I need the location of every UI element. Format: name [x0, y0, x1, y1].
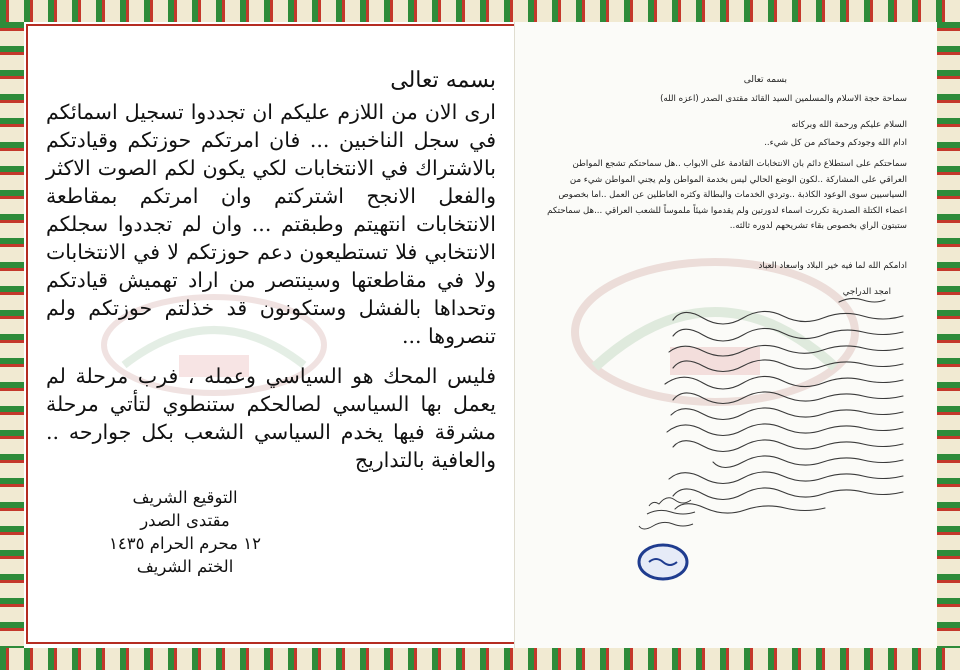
signature-name: مقتدى الصدر — [140, 511, 230, 530]
letter-recipient: سماحة حجة الاسلام والمسلمين السيد القائد مقتدى الصدر (اعزه الله) — [660, 94, 907, 104]
transcription-panel — [44, 40, 502, 640]
decorative-border-top — [0, 0, 960, 22]
typed-paragraph-1: ارى الان من اللازم عليكم ان تجددوا تسجيل اسمائكم في سجل الناخبين ... فان امرتكم حوزتكم وقيادتكم بالاشتراك في الانتخابات لكي يكون لكم الصوت الاكثر والفعل الانجح اشتركتم وان امرتكم بمقاطعة الانتخابات انتهيتم وطبقتم ... وان لم تجددوا سجلكم الانتخابي فلا تستطيعون دعم حوزتكم لا في الانتخابات ولا في مقاطعتها وسينتصر من اراد تهميش قيادتكم وتحداها بالفشل وستكونون قد خذلتم حوزتكم ولم تنصروها ... — [46, 100, 496, 348]
signature-block — [100, 486, 270, 578]
decorative-border-bottom — [0, 648, 960, 670]
letter-closing: ادامكم الله لما فيه خير البلاد واسعاد العباد — [758, 261, 907, 271]
signature-date: ١٢ محرم الحرام ١٤٣٥ — [109, 534, 261, 553]
typed-heading: بسمه تعالى — [390, 68, 496, 93]
letter-greeting: السلام عليكم ورحمة الله وبركاته — [791, 120, 907, 130]
scanned-letter — [514, 22, 937, 648]
letter-wish: ادام الله وجودكم وحماكم من كل شيء.. — [764, 138, 907, 148]
letter-body: سماحتكم على استطلاع دائم بان الانتخابات القادمة على الابواب ..هل سماحتكم تشجع المواطن العراقي على المشاركة ..لكون الوضع الحالي ليس بخدمة المواطن ولم يجني المواطن شيء من السياسيين سوى الوعود الكاذبة ..وتردي الخدمات والبطالة وكثره العاطلين عن العمل ..اما بخصوص اعضاء الكتلة الصدرية تكررت اسماء لدورتين ولم يقدموا شيئاً ملموساً للشعب العراقي ...هل سماحتكم ستبتون الراي بخصوص بقاء تشريحهم لدوره ثالثه.. — [547, 159, 907, 231]
signature-seal-label: الختم الشريف — [136, 557, 234, 576]
signature-and-seal — [621, 492, 711, 592]
decorative-border-right — [936, 22, 960, 648]
signature-line-1: التوقيع الشريف — [132, 488, 238, 507]
letter-heading: بسمه تعالى — [743, 75, 787, 85]
decorative-border-left — [0, 22, 24, 648]
letter-author: امجد الدراجي — [842, 287, 891, 297]
typed-paragraph-2: فليس المحك هو السياسي وعمله ، فرب مرحلة لم يعمل بها السياسي لصالحكم ستنطوي لتأتي مرحلة مشرقة فيها يخدم السياسي الشعب بكل جوارحه .. والعافية بالتداريج — [46, 364, 496, 472]
